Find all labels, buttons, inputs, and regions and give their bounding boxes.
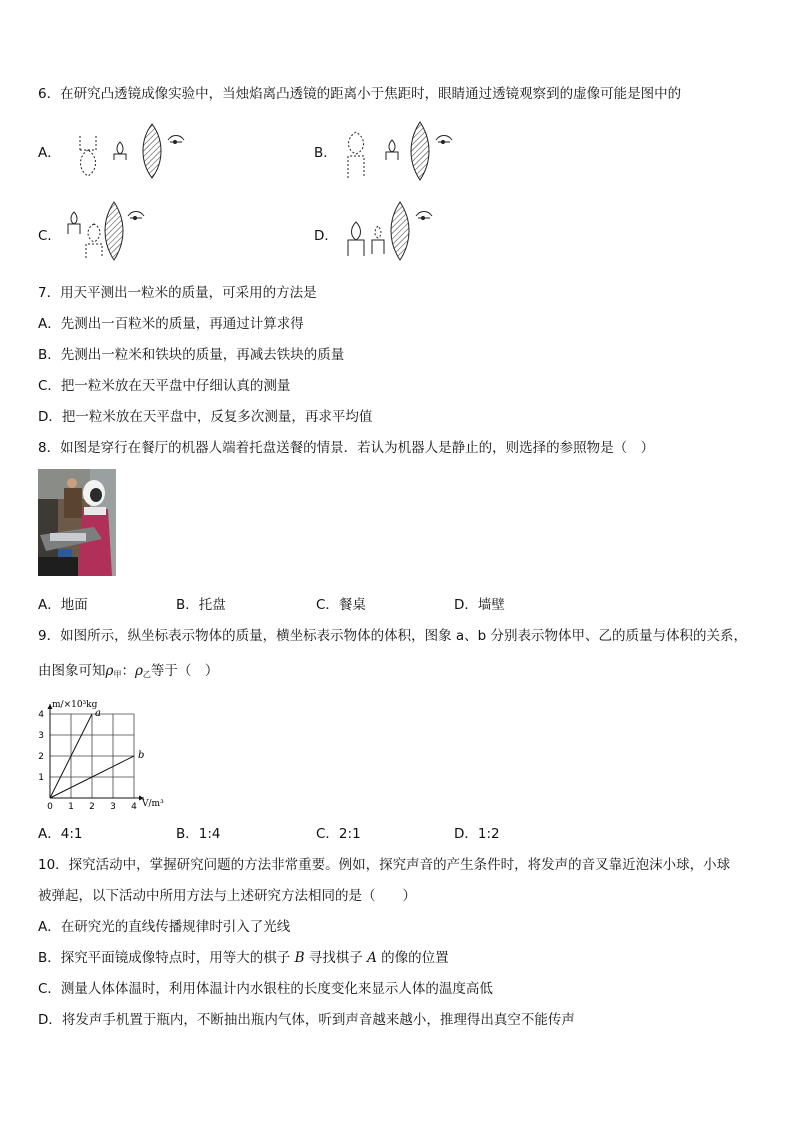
q10-option-b — [38, 946, 449, 966]
q10-option-b-text-2: 寻找棋子 — [308, 950, 363, 966]
q7-stem: 7．用天平测出一粒米的质量，可采用的方法是 — [38, 285, 317, 301]
q7-option-b: B．先测出一粒米和铁块的质量，再减去铁块的质量 — [38, 347, 345, 363]
q9-stem-post: 等于（ ） — [150, 663, 219, 679]
q8-option-b: B．托盘 — [176, 597, 226, 613]
q9-option-a: A．4:1 — [38, 826, 83, 842]
q7-option-d: D．把一粒米放在天平盘中，反复多次测量，再求平均值 — [38, 409, 373, 425]
robot-waiter-photo — [38, 469, 116, 576]
x-axis-label: V/m³ — [142, 799, 164, 809]
q10-option-d: D．将发声手机置于瓶内，不断抽出瓶内气体，听到声音越来越小，推理得出真空不能传声 — [38, 1012, 575, 1028]
y-axis-label: m/×10³kg — [52, 700, 98, 710]
q8-option-d: D．墙壁 — [454, 597, 505, 613]
rho-subscript-b: 乙 — [142, 670, 151, 679]
q8-stem: 8．如图是穿行在餐厅的机器人端着托盘送餐的情景．若认为机器人是静止的，则选择的参照物是（ ） — [38, 440, 655, 456]
y-tick-label: 4 — [38, 710, 44, 720]
q10-stem-line2: 被弹起，以下活动中所用方法与上述研究方法相同的是（ ） — [38, 888, 416, 904]
q6-option-b-figure — [344, 122, 464, 182]
q10-option-b-var-b: B — [294, 950, 305, 966]
x-tick-label: 2 — [89, 802, 95, 812]
q6-option-a-label: A． — [38, 145, 61, 161]
q10-option-b-var-a: A — [367, 950, 377, 966]
x-tick-label: 4 — [131, 802, 137, 812]
q10-option-b-text-3: 的像的位置 — [381, 950, 449, 966]
q8-options — [38, 593, 505, 613]
q6-option-d-figure — [344, 202, 464, 262]
q6-option-c-label: C． — [38, 228, 61, 244]
q7-option-a: A．先测出一百粒米的质量，再通过计算求得 — [38, 316, 304, 332]
q8-option-c: C．餐桌 — [316, 597, 366, 613]
x-tick-label: 3 — [110, 802, 116, 812]
q10-stem-line1: 10．探究活动中，掌握研究问题的方法非常重要。例如，探究声音的产生条件时，将发声的音叉靠近泡沫小球，小球 — [38, 857, 731, 873]
rho-symbol-a: ρ — [105, 663, 114, 679]
y-tick-label: 3 — [38, 731, 44, 741]
q9-option-b: B．1:4 — [176, 826, 221, 842]
mass-volume-chart — [30, 696, 180, 811]
q10-option-a: A．在研究光的直线传播规律时引入了光线 — [38, 919, 291, 935]
q9-option-c: C．2:1 — [316, 826, 361, 842]
x-tick-label: 1 — [68, 802, 74, 812]
q6-option-d-label: D． — [314, 228, 338, 244]
q10-option-c: C．测量人体体温时，利用体温计内水银柱的长度变化来显示人体的温度高低 — [38, 981, 493, 997]
rho-subscript-a: 甲 — [113, 670, 122, 679]
y-tick-label: 1 — [38, 773, 44, 783]
q10-option-b-text-1: B．探究平面镜成像特点时，用等大的棋子 — [38, 950, 291, 966]
q9-option-d: D．1:2 — [454, 826, 500, 842]
q6-option-c-figure — [66, 202, 186, 262]
q6-option-b-label: B． — [314, 145, 337, 161]
q9-options — [38, 822, 500, 842]
rho-symbol-b: ρ — [134, 663, 143, 679]
q6-option-a-figure — [76, 122, 196, 182]
q6-stem: 6．在研究凸透镜成像实验中，当烛焰离凸透镜的距离小于焦距时，眼睛通过透镜观察到的虚像可能是图中的 — [38, 86, 682, 102]
series-label-a: a — [95, 708, 101, 719]
y-tick-label: 2 — [38, 752, 44, 762]
q9-stem-pre: 由图象可知 — [38, 663, 106, 679]
x-tick-label: 0 — [47, 802, 53, 812]
q9-stem-line2 — [38, 659, 218, 680]
series-label-b: b — [138, 750, 145, 761]
q7-option-c: C．把一粒米放在天平盘中仔细认真的测量 — [38, 378, 291, 394]
q8-option-a: A．地面 — [38, 597, 88, 613]
ratio-colon: ： — [121, 663, 135, 679]
q9-stem-line1: 9．如图所示，纵坐标表示物体的质量，横坐标表示物体的体积，图象 a、b 分别表示物体甲、乙的质量与体积的关系， — [38, 628, 748, 644]
